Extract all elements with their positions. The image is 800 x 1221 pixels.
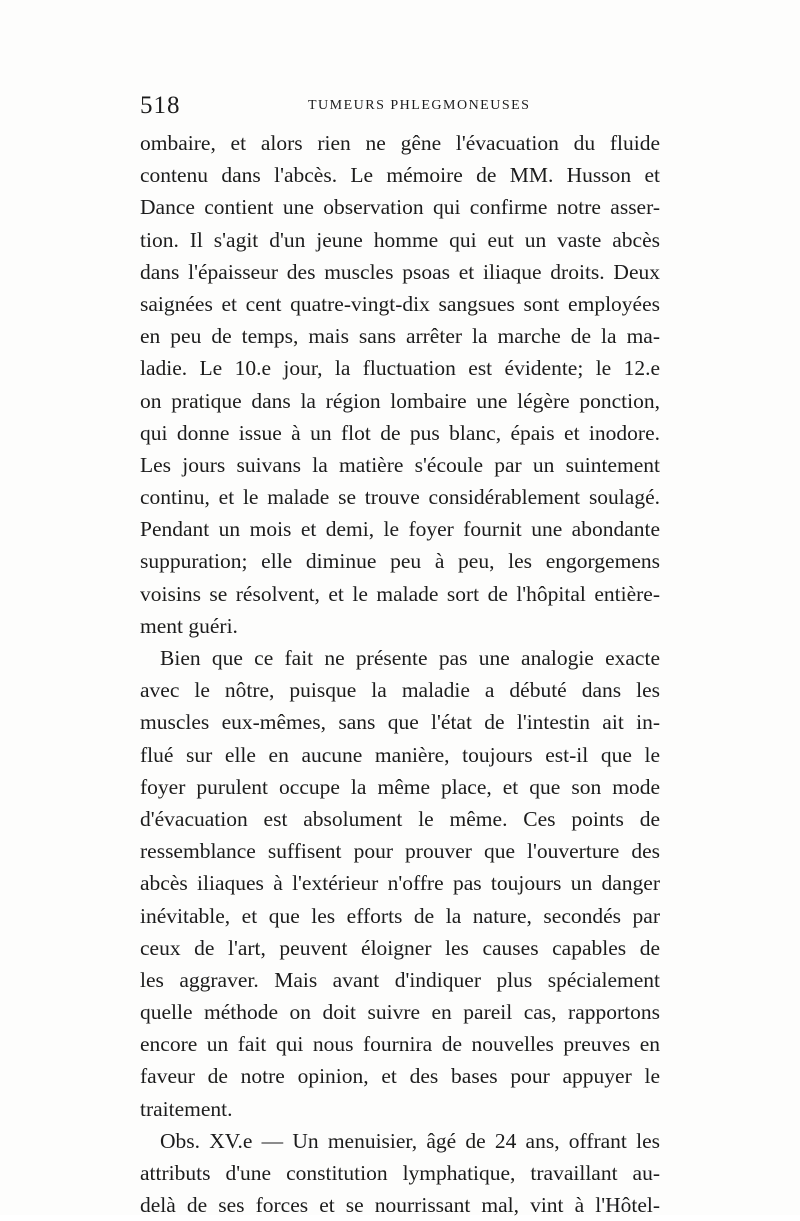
text-line: saignées et cent quatre-vingt-dix sangsues sont employées [140,291,660,316]
text-line: qui donne issue à un flot de pus blanc, épais et inodore. [140,420,660,445]
text-line: muscles eux-mêmes, sans que l'état de l'intestin ait in- [140,710,660,735]
text-line: Pendant un mois et demi, le foyer fournit une abondante [140,517,660,542]
text-line: on pratique dans la région lombaire une légère ponction, [140,388,660,413]
text-line: ceux de l'art, peuvent éloigner les causes capables de [140,935,660,960]
text-line: abcès iliaques à l'extérieur n'offre pas toujours un danger [140,871,660,896]
running-title: TUMEURS PHLEGMONEUSES [308,98,531,113]
text-line: Dance contient une observation qui confirme notre asser- [140,195,660,220]
text-line: les aggraver. Mais avant d'indiquer plus spécialement [140,967,660,992]
page-number: 518 [140,92,181,119]
text-line: Bien que ce fait ne présente pas une analogie exacte [160,646,660,670]
text-line: delà de ses forces et se nourrissant mal, vint à l'Hôtel- [140,1193,660,1218]
text-line: faveur de notre opinion, et des bases pour appuyer le [140,1064,660,1089]
text-line: foyer purulent occupe la même place, et que son mode [140,774,660,799]
text-line: avec le nôtre, puisque la maladie a débuté dans les [140,678,660,703]
text-line: d'évacuation est absolument le même. Ces points de [140,806,660,831]
text-line: Obs. XV.e — Un menuisier, âgé de 24 ans, offrant les [160,1128,660,1153]
running-head [140,92,660,122]
text-line: flué sur elle en aucune manière, toujours est-il que le [140,742,660,767]
text-line: ressemblance suffisent pour prouver que l'ouverture des [140,839,660,864]
text-line: ombaire, et alors rien ne gêne l'évacuation du fluide [140,131,660,155]
text-line: quelle méthode on doit suivre en pareil cas, rapportons [140,1000,660,1025]
text-line: ment guéri. [140,613,238,638]
text-line: continu, et le malade se trouve considérablement soulagé. [140,485,660,510]
text-line: inévitable, et que les efforts de la nature, secondés par [140,903,660,928]
text-line: traitement. [140,1096,233,1121]
text-line: attributs d'une constitution lymphatique, travaillant au- [140,1161,660,1185]
text-line: suppuration; elle diminue peu à peu, les engorgemens [140,549,660,574]
text-line: contenu dans l'abcès. Le mémoire de MM. Husson et [140,163,660,188]
text-line: ladie. Le 10.e jour, la fluctuation est évidente; le 12.e [140,356,660,381]
text-line: en peu de temps, mais sans arrêter la marche de la ma- [140,324,660,349]
text-line: Les jours suivans la matière s'écoule par un suintement [140,452,660,477]
text-line: voisins se résolvent, et le malade sort de l'hôpital entière- [140,581,660,606]
text-line: tion. Il s'agit d'un jeune homme qui eut un vaste abcès [140,227,660,252]
text-line: dans l'épaisseur des muscles psoas et iliaque droits. Deux [140,259,660,284]
text-line: encore un fait qui nous fournira de nouvelles preuves en [140,1032,660,1057]
body-text [140,127,660,1221]
